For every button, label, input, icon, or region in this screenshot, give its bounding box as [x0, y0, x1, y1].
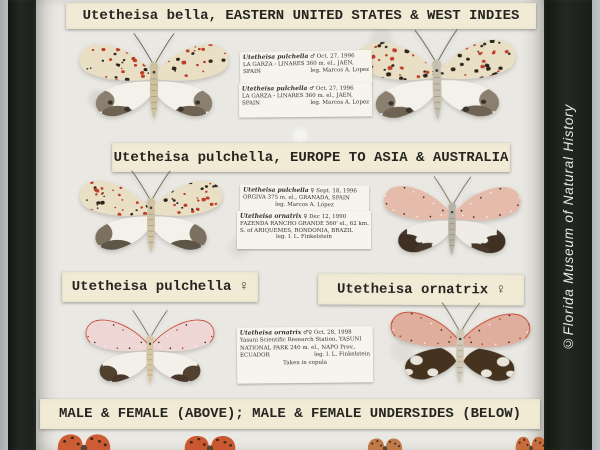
sex-date: ♂ Oct. 27, 1996 — [310, 53, 355, 60]
header-ornatrix-female-text: Utetheisa ornatrix ♀ — [336, 281, 506, 298]
bottom-header-text: MALE & FEMALE (ABOVE); MALE & FEMALE UNDERSIDES (BELOW) — [58, 406, 522, 422]
photo-credit: ©Florida Museum of Natural History — [560, 104, 576, 352]
section-header-bella-text: Utetheisa bella, EASTERN UNITED STATES & WEST INDIES — [82, 8, 520, 24]
moth-fragment-bottom-2 — [182, 433, 238, 450]
collector-line: leg. Marcos A. López — [275, 201, 334, 208]
note-line: Taken in copula — [283, 359, 328, 367]
specimen-label-row1-top — [240, 50, 373, 86]
sex-date: ♂♀ Oct. 28, 1998 — [303, 329, 352, 337]
locality-line: S. of ARIQUEMES, RONDONIA, BRAZIL — [240, 227, 353, 234]
locality-line: FAZENDA RANCHO GRANDE 560' el., 62 km. — [240, 221, 369, 227]
moth-specimen-row3-left — [60, 306, 240, 402]
collector-line: leg. I. L. Finkelstein — [276, 234, 332, 241]
locality-line: ECUADOR — [239, 352, 270, 359]
moth-specimen-row2-left — [62, 166, 240, 272]
locality-line: NATIONAL PARK 240 m. el., NAPO Prov., — [239, 344, 356, 352]
moth-specimen-row3-right — [369, 296, 551, 403]
collector-line: leg. I. L. Finkelstein — [314, 351, 371, 359]
mat-edge-right — [592, 0, 600, 450]
mat-edge-left — [0, 0, 8, 450]
moth-fragment-bottom-1 — [55, 431, 113, 450]
header-pulchella-female-text: Utetheisa pulchella ♀ — [71, 279, 249, 295]
moth-specimen-row1-left — [70, 28, 238, 140]
species-name: Utetheisa pulchella — [242, 52, 309, 62]
display-frame-left — [8, 0, 36, 450]
display-frame-right — [544, 0, 592, 450]
species-name: Utetheisa ornatrix — [239, 329, 302, 337]
species-name: Utetheisa pulchella — [241, 84, 308, 93]
locality-line: SPAIN — [241, 99, 260, 107]
moth-specimen-row2-right — [365, 171, 538, 275]
locality-line: LA GARZA - LINARES 360 m. el., JAEN, — [241, 92, 353, 100]
moth-fragment-bottom-4 — [514, 434, 548, 450]
sex-date: ♂ Oct. 27, 1996 — [309, 85, 354, 92]
species-name: Utetheisa pulchella — [243, 186, 309, 195]
bottom-header — [40, 399, 540, 429]
specimen-label-row1-bottom — [239, 82, 372, 117]
header-pulchella-female — [62, 272, 258, 302]
section-header-pulchella-text: Utetheisa pulchella, EUROPE TO ASIA & AUSTRALIA — [113, 149, 509, 166]
sex-date: ♀ Dec 12, 1990 — [303, 214, 347, 220]
display-interior-foam — [36, 0, 544, 450]
specimen-label-row3 — [237, 326, 374, 383]
specimen-label-row2-bottom — [237, 211, 371, 249]
sex-date: ♀ Sept. 18, 1996 — [310, 188, 357, 195]
locality-line: SPAIN — [243, 68, 262, 75]
locality-line: Yasuni Scientific Research Station, YASUNI — [239, 336, 362, 344]
moth-fragment-bottom-3 — [366, 436, 404, 450]
collector-line: leg. Marcos A. Lopez — [310, 66, 370, 74]
moth-specimen-row1-right — [347, 22, 527, 143]
collector-line: leg. Marcos A. Lopez — [310, 99, 370, 106]
locality-line: ORGIVA 375 m. el., GRANADA, SPAIN — [242, 194, 350, 202]
species-name: Utetheisa ornatrix — [240, 213, 302, 220]
locality-line: LA GARZA - LINARES 360 m. el., JAEN, — [242, 60, 354, 69]
